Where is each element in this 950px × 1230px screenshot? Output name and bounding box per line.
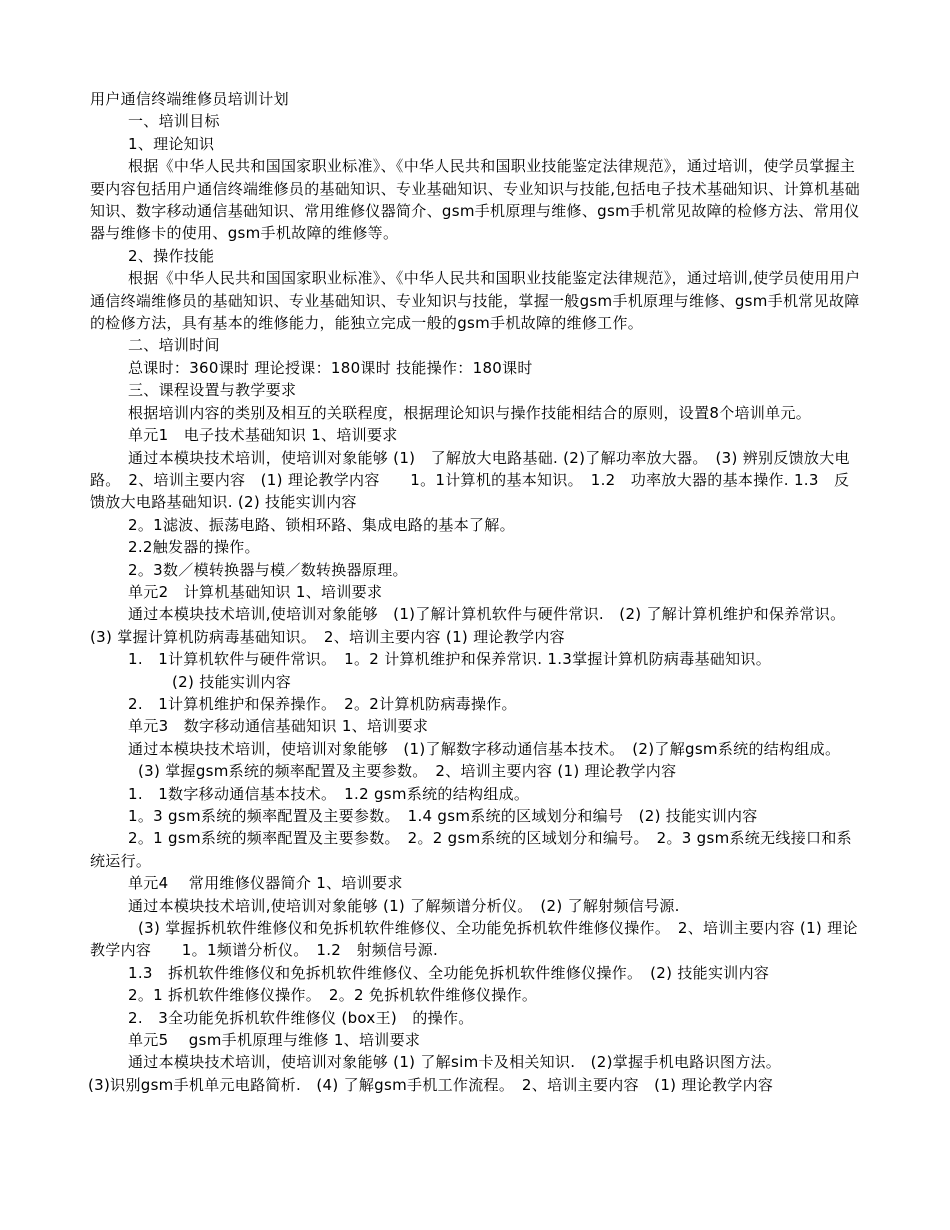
paragraph-p26: 单元4 常用维修仪器简介 1、培训要求 [128, 874, 403, 893]
paragraph-p4: 2、操作技能 [128, 246, 215, 265]
document-paragraphs [90, 110, 862, 1096]
paragraph-p22: (3) 掌握gsm系统的频率配置及主要参数。 2、培训主要内容 (1) 理论教学内容 [138, 762, 677, 781]
paragraph-p20: 单元3 数字移动通信基础知识 1、培训要求 [128, 717, 429, 736]
paragraph-p7: 总课时：360课时 理论授课：180课时 技能操作：180课时 [128, 358, 533, 377]
document-body [90, 88, 862, 1096]
paragraph-p3: 根据《中华人民共和国国家职业标准》、《中华人民共和国职业技能鉴定法律规范》，通过培训，使学员掌握主要内容包括用户通信终端维修员的基础知识、专业基础知识、专业知识与技能,包括电子技术基础知识、计算机基础知识、数字移动通信基础知识、常用维修仪器简介、gsm手机原理与维修、gsm手机常见故障的检修方法、常用仪器与维修卡的使用、gsm手机故障的维修等。 [90, 157, 861, 243]
paragraph-p33: 通过本模块技术培训，使培训对象能够 (1) 了解sim卡及相关知识. (2)掌握手机电路识图方法。 [128, 1053, 782, 1072]
paragraph-p24: 1。3 gsm系统的频率配置及主要参数。 1.4 gsm系统的区域划分和编号 (2) 技能实训内容 [128, 807, 758, 825]
paragraph-p5: 根据《中华人民共和国国家职业标准》、《中华人民共和国职业技能鉴定法律规范》，通过培训,使学员使用用户通信终端维修员的基础知识、专业基础知识、专业知识与技能，掌握一般gsm手机原理与维修、gsm手机常见故障的检修方法，具有基本的维修能力，能独立完成一般的gsm手机故障的维修工作。 [90, 269, 861, 333]
paragraph-p25: 2。1 gsm系统的频率配置及主要参数。 2。2 gsm系统的区域划分和编号。 2。3 gsm系统无线接口和系统运行。 [90, 829, 852, 870]
paragraph-p32: 单元5 gsm手机原理与维修 1、培训要求 [128, 1031, 421, 1050]
paragraph-p8: 三、课程设置与教学要求 [128, 381, 297, 400]
paragraph-p18: (2) 技能实训内容 [172, 672, 292, 691]
paragraph-p6: 二、培训时间 [128, 336, 220, 355]
paragraph-p34: (3)识别gsm手机单元电路简析. (4) 了解gsm手机工作流程。 2、培训主要内容 (1) 理论教学内容 [88, 1075, 774, 1094]
paragraph-p11: 通过本模块技术培训，使培训对象能够 (1) 了解放大电路基础. (2)了解功率放大器。 (3) 辨别反馈放大电路。 2、培训主要内容 (1) 理论教学内容 1。1计算机的基本知识。 1.2 功率放大器的基本操作. 1.3 反馈放大电路基础知识. (2) 技能实训内容 [90, 448, 850, 512]
paragraph-p17: 1. 1计算机软件与硬件常识。 1。2 计算机维护和保养常识. 1.3掌握计算机防病毒基础知识。 [128, 650, 772, 669]
paragraph-p27: 通过本模块技术培训,使培训对象能够 (1) 了解频谱分析仪。 (2) 了解射频信号源. [128, 896, 680, 915]
paragraph-p30: 2。1 拆机软件维修仪操作。 2。2 免拆机软件维修仪操作。 [128, 986, 538, 1005]
paragraph-p1: 一、培训目标 [128, 112, 220, 131]
paragraph-p16: 通过本模块技术培训,使培训对象能够 (1)了解计算机软件与硬件常识. (2) 了解计算机维护和保养常识。 (3) 掌握计算机防病毒基础知识。 2、培训主要内容 (1) 理论教学内容 [90, 605, 854, 646]
paragraph-p10: 单元1 电子技术基础知识 1、培训要求 [128, 426, 398, 445]
paragraph-p31: 2. 3全功能免拆机软件维修仪 (box王) 的操作。 [128, 1008, 474, 1027]
paragraph-p15: 单元2 计算机基础知识 1、培训要求 [128, 582, 383, 601]
paragraph-p12: 2。1滤波、振荡电路、锁相环路、集成电路的基本了解。 [128, 515, 515, 534]
paragraph-p28: (3) 掌握拆机软件维修仪和免拆机软件维修仪、全功能免拆机软件维修仪操作。 2、培训主要内容 (1) 理论教学内容 1。1频谱分析仪。 1.2 射频信号源. [90, 919, 858, 960]
paragraph-p29: 1.3 拆机软件维修仪和免拆机软件维修仪、全功能免拆机软件维修仪操作。 (2) 技能实训内容 [128, 963, 770, 982]
paragraph-p14: 2。3数／模转换器与模／数转换器原理。 [128, 560, 408, 579]
paragraph-p9: 根据培训内容的类别及相互的关联程度，根据理论知识与操作技能相结合的原则，设置8个培训单元。 [128, 403, 812, 422]
paragraph-p19: 2. 1计算机维护和保养操作。 2。2计算机防病毒操作。 [128, 694, 517, 713]
paragraph-p2: 1、理论知识 [128, 134, 215, 153]
paragraph-p13: 2.2触发器的操作。 [128, 538, 260, 557]
paragraph-p21: 通过本模块技术培训，使培训对象能够 (1)了解数字移动通信基本技术。 (2)了解gsm系统的结构组成。 [128, 739, 841, 758]
paragraph-p23: 1. 1数字移动通信基本技术。 1.2 gsm系统的结构组成。 [128, 784, 530, 803]
document-title: 用户通信终端维修员培训计划 [90, 90, 289, 108]
